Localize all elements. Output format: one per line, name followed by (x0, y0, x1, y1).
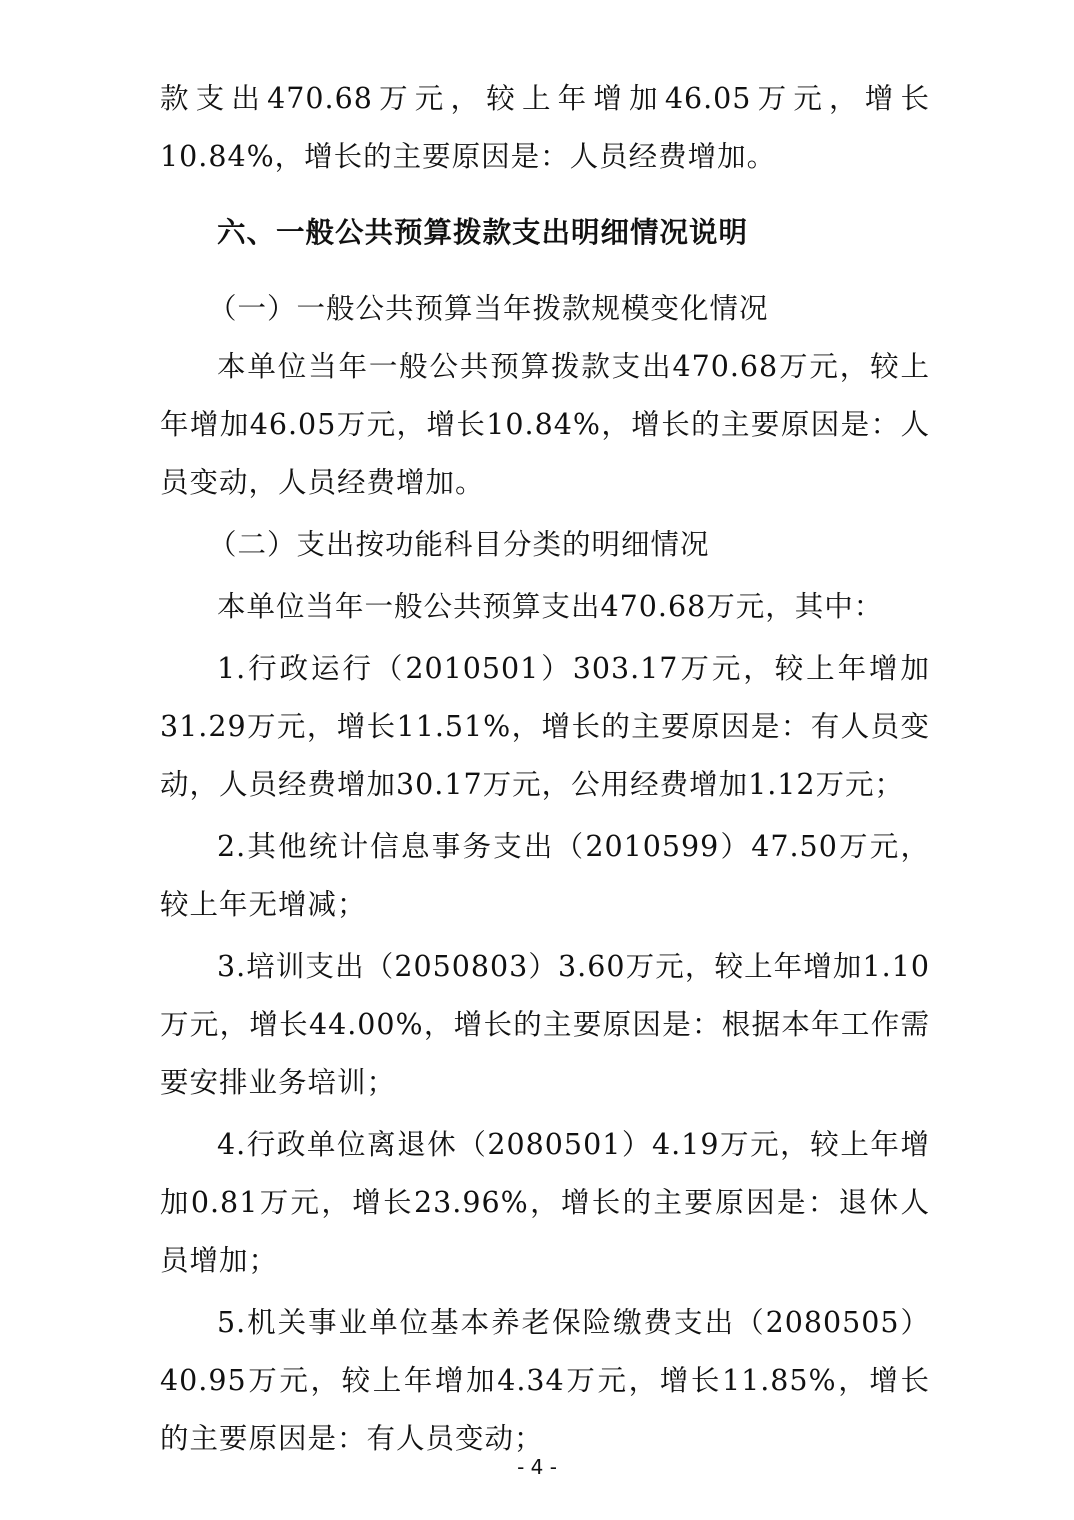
list-item: 4.行政单位离退休（2080501）4.19万元，较上年增加0.81万元，增长23.96%，增长的主要原因是：退休人员增加； (160, 1128, 930, 1277)
list-item: 2.其他统计信息事务支出（2010599）47.50万元，较上年无增减； (160, 830, 930, 921)
list-item: 1.行政运行（2010501）303.17万元，较上年增加31.29万元，增长11.51%，增长的主要原因是：有人员变动，人员经费增加30.17万元，公用经费增加1.12万元； (160, 652, 930, 801)
document-body (160, 70, 930, 1468)
continuation-paragraph: 款支出470.68万元，较上年增加46.05万元，增长10.84%，增长的主要原因是：人员经费增加。 (160, 82, 930, 173)
section-heading: 六、一般公共预算拨款支出明细情况说明 (217, 216, 749, 249)
subsection-title-1: （一）一般公共预算当年拨款规模变化情况 (208, 292, 769, 325)
list-item: 3.培训支出（2050803）3.60万元，较上年增加1.10万元，增长44.00%，增长的主要原因是：根据本年工作需要安排业务培训； (160, 950, 930, 1099)
subsection-intro-2: 本单位当年一般公共预算支出470.68万元，其中： (217, 590, 884, 623)
list-item: 5.机关事业单位基本养老保险缴费支出（2080505）40.95万元，较上年增加4.34万元，增长11.85%，增长的主要原因是：有人员变动； (160, 1306, 930, 1455)
subsection-title-2: （二）支出按功能科目分类的明细情况 (208, 528, 710, 561)
subsection-body-1: 本单位当年一般公共预算拨款支出470.68万元，较上年增加46.05万元，增长10.84%，增长的主要原因是：人员变动，人员经费增加。 (160, 350, 930, 499)
page-number: - 4 - (517, 1455, 557, 1479)
